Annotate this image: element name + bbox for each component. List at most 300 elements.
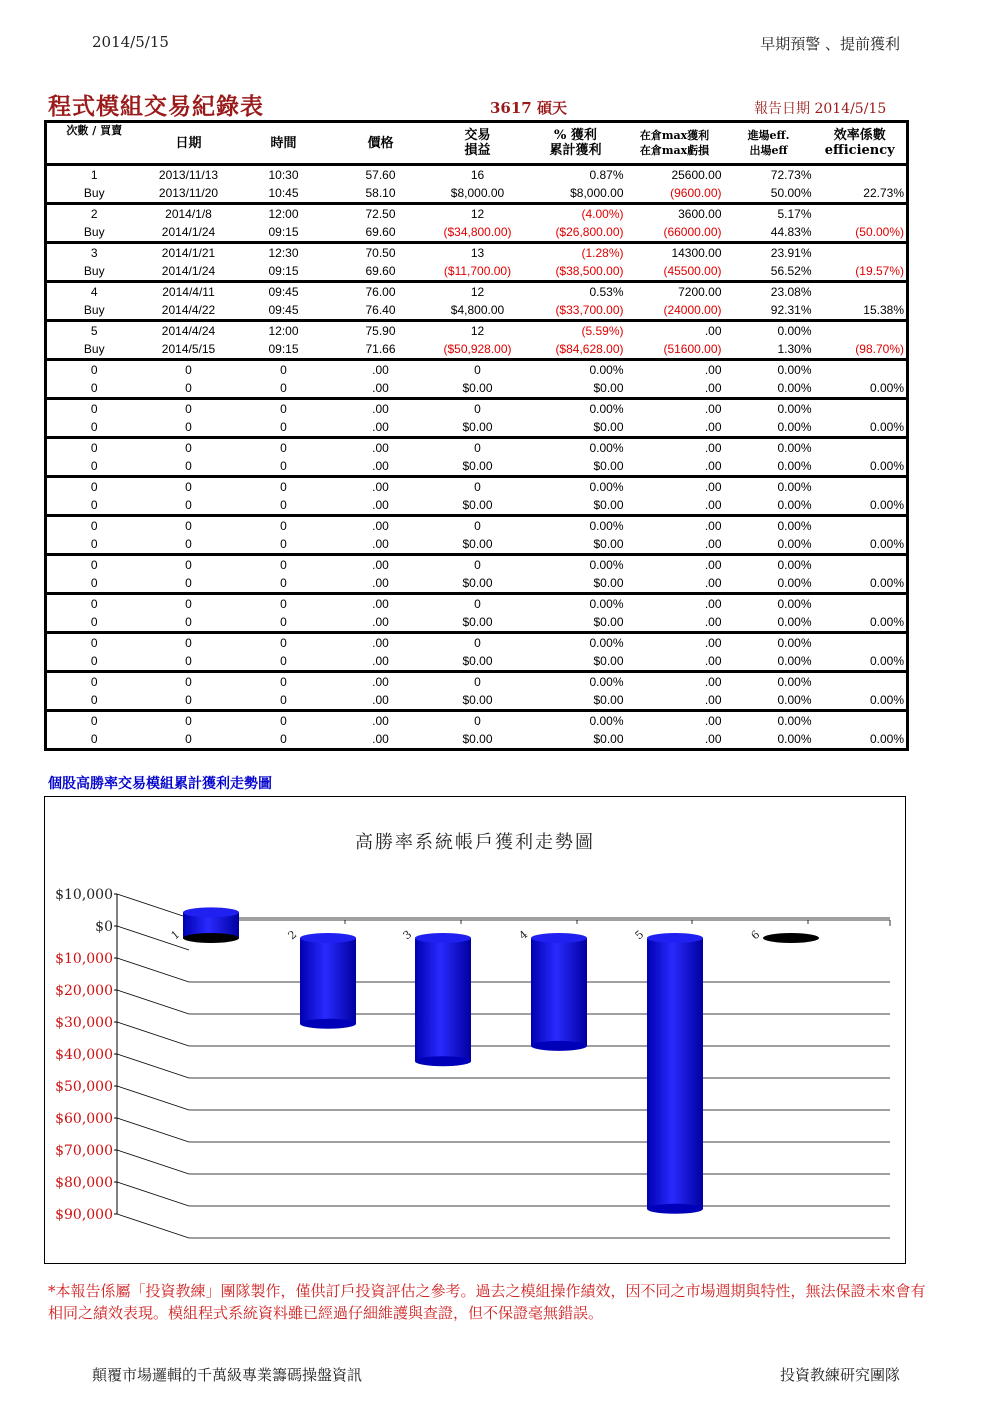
table-cell: (19.57%) [814,262,908,282]
y-tick-label: $30,000 [55,1015,113,1031]
table-row [46,340,908,360]
column-header-line2: 損益 [464,143,491,158]
table-cell: 09:45 [236,301,332,321]
table-cell: $0.00 [430,457,526,477]
table-cell: 0 [185,558,192,572]
gridline-diag [117,1022,189,1046]
table-cell: ($33,700.00) [526,301,626,321]
y-tick-label: $0 [95,919,113,935]
chart-title: 高勝率系統帳戶獲利走勢圖 [355,832,595,853]
table-cell: 0.53% [589,285,624,299]
column-header-line1: 效率係數 [833,128,886,143]
table-cell: 0 [185,714,192,728]
table-cell: $8,000.00 [526,184,626,204]
table-cell: 0 [280,558,287,572]
y-tick-label: $60,000 [55,1111,113,1127]
table-cell: $0.00 [526,418,626,438]
table-cell: .00 [332,457,430,477]
table-cell: $4,800.00 [430,301,526,321]
table-row [46,594,908,614]
table-cell: 0 [90,519,98,533]
table-row [46,418,908,438]
table-cell: 0 [236,613,332,633]
table-row [46,730,908,750]
column-header-line1: 在倉max獲利 [639,129,710,142]
table-cell: 0 [236,652,332,672]
profit-chart-svg [45,797,905,1263]
column-header [236,122,332,165]
chart-bar-top [183,907,239,917]
table-cell: .00 [332,652,430,672]
table-row [46,457,908,477]
table-cell: 0 [280,519,287,533]
table-row [46,574,908,594]
table-cell: ($38,500.00) [526,262,626,282]
table-cell: 0 [474,675,481,689]
column-header-line1: 進場eff. [747,129,790,142]
table-cell: 0.00% [777,675,812,689]
table-cell: Buy [46,223,142,243]
table-cell: 0 [142,574,236,594]
table-row [46,555,908,575]
table-cell: $0.00 [430,379,526,399]
chart-bar-body [415,938,471,1061]
table-cell: 2014/4/24 [161,324,216,338]
table-cell: 56.52% [724,262,814,282]
table-cell: (98.70%) [814,340,908,360]
table-cell [814,360,908,380]
chart-bar-bottom [415,1056,471,1066]
table-cell: 14300.00 [671,246,722,260]
table-cell: 0 [142,457,236,477]
chart-bar [300,933,356,1029]
gridline-diag [117,1118,189,1142]
table-cell: 69.60 [332,262,430,282]
table-cell: (51600.00) [626,340,724,360]
table-cell: 2014/1/24 [142,262,236,282]
table-cell: 0 [280,597,287,611]
table-cell: 0.00% [724,613,814,633]
page-title: 程式模組交易紀錄表 [48,93,264,120]
table-cell: $0.00 [526,613,626,633]
table-cell: 0 [236,730,332,750]
table-row [46,282,908,302]
table-cell: 0 [90,441,98,455]
y-tick-label: $10,000 [55,951,113,967]
y-tick-label: $10,000 [55,887,113,903]
column-header [142,122,236,165]
table-cell: 0 [46,379,142,399]
table-cell: 23.91% [770,246,812,260]
table-cell: .00 [626,457,724,477]
table-cell: (24000.00) [626,301,724,321]
x-tick-label: 5 [632,927,647,943]
table-cell: 0.00% [589,558,624,572]
table-cell: 0.00% [589,714,624,728]
table-cell: $0.00 [430,613,526,633]
table-cell: 0 [46,652,142,672]
table-row [46,223,908,243]
table-cell: 0.00% [777,480,812,494]
trade-record-table [44,120,909,751]
column-header-line1: 次數 / 買賣 [66,124,123,137]
table-cell: 0 [46,457,142,477]
chart-bar-bottom [647,1204,703,1214]
table-cell: Buy [46,184,142,204]
x-tick-label: 3 [400,927,415,943]
column-header [814,122,908,165]
table-cell: 0 [142,613,236,633]
chart-bar [183,907,239,943]
chart-bar-flat [763,933,819,943]
column-header-line2: 在倉max虧損 [639,144,710,157]
table-cell: 0 [280,714,287,728]
table-cell: 70.50 [365,246,396,260]
chart-bar [415,933,471,1066]
table-cell: .00 [332,379,430,399]
table-body [46,165,908,750]
y-tick-label: $80,000 [55,1175,113,1191]
table-cell: 0 [46,496,142,516]
table-cell: Buy [46,340,142,360]
table-cell: .00 [372,363,389,377]
table-cell: 0 [90,558,98,572]
table-cell: $0.00 [430,535,526,555]
table-row [46,379,908,399]
table-cell: 0 [185,441,192,455]
table-cell: 09:15 [236,223,332,243]
table-row [46,321,908,341]
table-cell: 0.00% [814,418,908,438]
table-cell: .00 [704,597,722,611]
header-slogan: 早期預警 、提前獲利 [760,35,900,53]
table-cell: 1 [90,168,98,182]
chart-bar-body [647,938,703,1209]
column-header-line1: 時間 [270,135,297,151]
table-cell: 69.60 [332,223,430,243]
table-cell: 0 [474,363,481,377]
table-cell [814,165,908,185]
gridline-diag [117,990,189,1014]
table-cell: 0.00% [777,324,812,338]
column-header [724,122,814,165]
table-cell [814,438,908,458]
table-cell [814,477,908,497]
column-header-line2: 出場eff [749,144,788,157]
table-cell: .00 [332,535,430,555]
table-cell: 3 [90,246,98,260]
table-cell: 2 [90,207,98,221]
table-cell: 0.00% [777,714,812,728]
table-cell: ($34,800.00) [430,223,526,243]
y-tick-label: $50,000 [55,1079,113,1095]
table-row [46,243,908,263]
column-header-line1: 交易 [464,128,491,143]
table-row [46,496,908,516]
y-tick-label: $90,000 [55,1207,113,1223]
table-cell: 0 [46,691,142,711]
table-header-row [46,122,908,165]
column-header [526,122,626,165]
report-date: 報告日期 2014/5/15 [754,101,887,117]
table-cell: 12 [470,207,485,221]
table-cell: 0 [236,496,332,516]
table-cell: .00 [704,480,722,494]
chart-bar-body [300,938,356,1024]
table-cell: 4 [90,285,98,299]
table-row [46,204,908,224]
table-cell: .00 [626,535,724,555]
table-cell: 12:00 [268,324,299,338]
table-cell: .00 [372,558,389,572]
table-cell: (5.59%) [581,324,624,338]
table-cell: 0 [142,691,236,711]
table-cell: 0 [474,558,481,572]
gridline-diag [117,958,189,982]
table-cell: 13 [470,246,485,260]
table-cell: 0 [90,597,98,611]
gridline-diag [117,1182,189,1206]
table-cell [814,633,908,653]
y-tick-label: $70,000 [55,1143,113,1159]
table-cell: 2013/11/20 [142,184,236,204]
table-cell: .00 [626,652,724,672]
table-cell: $0.00 [430,691,526,711]
table-cell: .00 [372,597,389,611]
table-cell: .00 [372,519,389,533]
table-cell: 0.00% [589,441,624,455]
table-cell: (45500.00) [626,262,724,282]
table-row [46,165,908,185]
table-cell: 0 [142,652,236,672]
table-cell: $0.00 [526,496,626,516]
table-cell: 0.00% [777,402,812,416]
table-cell: $0.00 [526,457,626,477]
table-cell: 76.00 [365,285,396,299]
table-cell: 0 [280,636,287,650]
table-cell: 09:45 [268,285,299,299]
table-cell: .00 [626,574,724,594]
table-cell: 0 [142,379,236,399]
column-header-line2: efficiency [824,143,895,158]
table-cell: 12 [470,324,485,338]
table-cell: 0 [46,730,142,750]
column-header-line1: % 獲利 [554,128,597,143]
table-cell: 0 [90,714,98,728]
table-cell: 0.00% [589,480,624,494]
table-cell [814,672,908,692]
table-cell: .00 [332,691,430,711]
table-cell: $0.00 [430,418,526,438]
table-cell: 09:15 [236,262,332,282]
table-cell: 0.00% [814,652,908,672]
table-cell: 0.00% [814,379,908,399]
table-cell: 0 [236,691,332,711]
table-cell: .00 [626,418,724,438]
table-cell: $0.00 [526,535,626,555]
table-cell: 0 [236,418,332,438]
table-cell: .00 [704,441,722,455]
table-cell: 12:30 [268,246,299,260]
table-cell: 0.00% [724,574,814,594]
table-cell: .00 [704,363,722,377]
gridline-diag [117,1054,189,1078]
table-cell: 0.00% [724,652,814,672]
table-cell: 10:30 [268,168,299,182]
table-cell: 0 [90,363,98,377]
column-header [430,122,526,165]
table-cell: 0.00% [814,457,908,477]
table-row [46,652,908,672]
table-cell: 5.17% [777,207,812,221]
table-cell: 0 [185,636,192,650]
profit-chart [44,796,906,1264]
table-cell: 0.00% [814,535,908,555]
table-cell: 0 [474,441,481,455]
table-cell: 0 [46,574,142,594]
table-cell: 0.00% [814,574,908,594]
table-cell: 0.00% [724,691,814,711]
table-cell [814,282,908,302]
table-cell: 0.00% [589,363,624,377]
table-cell: (4.00%) [581,207,624,221]
table-cell: 22.73% [814,184,908,204]
table-row [46,360,908,380]
table-cell: 2014/1/8 [165,207,212,221]
table-cell: .00 [372,714,389,728]
table-cell: 0 [236,574,332,594]
table-cell: 71.66 [332,340,430,360]
table-cell: 75.90 [365,324,396,338]
table-cell: .00 [704,558,722,572]
table-cell: 0.00% [777,558,812,572]
chart-bar [531,933,587,1051]
table-cell: 0.00% [777,441,812,455]
table-cell: 0 [185,597,192,611]
table-cell: 0 [185,363,192,377]
table-cell: .00 [332,574,430,594]
table-cell: 0.00% [777,519,812,533]
table-cell: 0.00% [589,597,624,611]
table-cell: 44.83% [724,223,814,243]
chart-bar [647,933,703,1214]
column-header-line2: 累計獲利 [549,143,602,158]
table-cell: .00 [626,730,724,750]
table-cell: 0.00% [814,613,908,633]
table-cell: 50.00% [724,184,814,204]
table-cell: $0.00 [526,379,626,399]
table-row [46,262,908,282]
gridline-diag [117,1214,189,1238]
table-cell: 0 [474,480,481,494]
table-cell: 0 [46,418,142,438]
table-cell: 0.87% [589,168,624,182]
column-header-line1: 日期 [175,135,202,151]
table-cell: 0 [280,480,287,494]
table-cell: (50.00%) [814,223,908,243]
table-cell: 72.50 [365,207,396,221]
table-cell: $0.00 [430,496,526,516]
table-row [46,184,908,204]
table-cell: (66000.00) [626,223,724,243]
table-cell: ($50,928.00) [430,340,526,360]
table-cell: 12:00 [268,207,299,221]
x-tick-label: 4 [516,927,531,943]
table-cell: ($11,700.00) [430,262,526,282]
table-row [46,301,908,321]
y-tick-label: $40,000 [55,1047,113,1063]
table-cell: .00 [372,402,389,416]
table-cell: 0 [90,636,98,650]
table-cell: 2013/11/13 [158,168,219,182]
table-cell: 23.08% [770,285,812,299]
table-cell: 25600.00 [671,168,722,182]
x-tick-label: 2 [285,927,300,943]
table-cell: 2014/1/21 [161,246,216,260]
table-cell: 0 [185,402,192,416]
table-cell: 0.00% [814,691,908,711]
table-cell: .00 [704,402,722,416]
table-cell: 0 [142,496,236,516]
table-cell: 0 [280,402,287,416]
table-cell: .00 [626,496,724,516]
table-cell: 0.00% [777,597,812,611]
table-cell: .00 [372,675,389,689]
table-cell: ($84,628.00) [526,340,626,360]
table-cell: (9600.00) [626,184,724,204]
footer-left: 顛覆市場邏輯的千萬級專業籌碼操盤資訊 [92,1366,363,1384]
chart-bar-top [531,933,587,943]
header-date: 2014/5/15 [92,33,169,51]
table-cell: .00 [626,379,724,399]
table-cell: .00 [372,480,389,494]
table-cell: 58.10 [332,184,430,204]
gridline-diag [117,1086,189,1110]
table-cell: 2014/4/22 [142,301,236,321]
table-cell [814,243,908,263]
table-cell: $0.00 [430,652,526,672]
table-cell: 0.00% [814,496,908,516]
table-cell [814,399,908,419]
stock-label: 3617 碩天 [490,99,567,117]
table-cell: 2014/5/15 [142,340,236,360]
table-cell: 0 [185,675,192,689]
table-cell: 0 [90,675,98,689]
table-cell: 2014/1/24 [142,223,236,243]
table-cell: ($26,800.00) [526,223,626,243]
table-cell: .00 [372,636,389,650]
chart-bar-bottom [183,933,239,943]
table-cell [814,204,908,224]
table-row [46,633,908,653]
table-cell: 09:15 [236,340,332,360]
table-cell: 0.00% [724,730,814,750]
table-cell: 0 [236,535,332,555]
gridline-diag [117,1150,189,1174]
table-cell [814,555,908,575]
y-tick-label: $20,000 [55,983,113,999]
table-cell: $0.00 [430,730,526,750]
table-row [46,399,908,419]
table-cell: 0.00% [589,636,624,650]
table-cell: 12 [470,285,485,299]
table-cell: 0 [474,402,481,416]
table-cell: 0 [90,402,98,416]
table-cell: .00 [704,519,722,533]
table-cell [814,321,908,341]
chart-section-label: 個股高勝率交易模組累計獲利走勢圖 [48,776,272,792]
table-cell: 0 [142,730,236,750]
